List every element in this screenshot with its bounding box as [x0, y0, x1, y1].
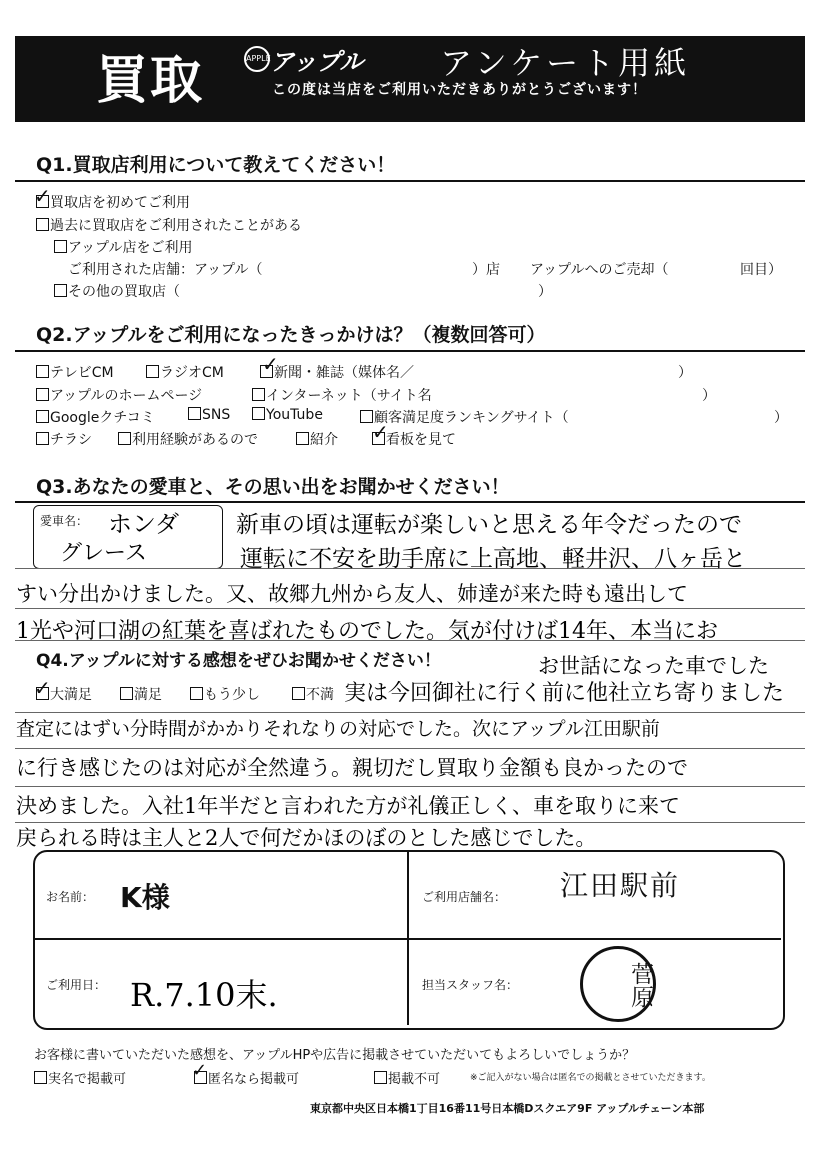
writing-rule	[15, 608, 805, 609]
q2-option-tv[interactable]	[36, 362, 114, 382]
q2-option-youtube[interactable]	[252, 407, 323, 423]
q2-option-radio[interactable]	[146, 362, 224, 382]
q2-option-tv-label: テレビCM	[50, 365, 114, 381]
q2-option-homepage[interactable]	[36, 385, 202, 405]
apple-logo-icon: APPLE	[244, 46, 270, 72]
date-label: ご利用日：	[46, 978, 107, 992]
checkbox[interactable]	[296, 432, 309, 445]
impression-line-5: 戻られる時は主人と2人で何だかほのぼのとした感じでした。	[16, 826, 597, 850]
checkbox[interactable]	[36, 388, 49, 401]
car-name-line2: グレース	[60, 541, 147, 566]
checkmark-icon: ✓	[192, 1060, 208, 1081]
q1-title: Q1.買取店利用について教えてください！	[36, 154, 396, 176]
q1-store-prefix: ご利用された店舗：アップル（	[68, 262, 263, 278]
staff-stamp	[580, 946, 656, 1022]
q2-option-sns-label: SNS	[202, 407, 231, 423]
checkmark-icon: ✓	[372, 420, 389, 444]
impression-line-4: 決めました。入社1年半だと言われた方が礼儀正しく、車を取りに来て	[16, 794, 680, 818]
memory-line-1: 新車の頃は運転が楽しいと思える年令だったので	[236, 512, 742, 538]
q2-option-sign-label: 看板を見て	[386, 432, 456, 448]
impression-line-1: 実は今回御社に行く前に他社立ち寄りました	[344, 681, 785, 706]
q2-option-ranking-close: ）	[774, 410, 788, 426]
checkmark-icon: ✓	[34, 676, 51, 700]
checkbox[interactable]	[252, 407, 265, 420]
memory-line-2: 運転に不安を助手席に上高地、軽井沢、八ヶ岳と	[240, 546, 746, 572]
checkbox[interactable]	[36, 218, 49, 231]
q2-option-homepage-label: アップルのホームページ	[50, 388, 203, 404]
q2-option-flyer-label: チラシ	[50, 432, 92, 448]
memory-line-4: 1光や河口湖の紅葉を喜ばれたものでした。気が付けば14年、本当にお	[16, 619, 718, 644]
store-name-label: ご利用店舗名：	[422, 890, 507, 904]
q4-title: Q4.アップルに対する感想をぜひお聞かせください！	[36, 651, 441, 671]
checkbox[interactable]	[34, 1071, 47, 1084]
writing-rule	[15, 748, 805, 749]
q1-option-used-before-label: 過去に買取店をご利用されたことがある	[50, 218, 302, 234]
q2-option-internet[interactable]	[252, 385, 432, 405]
q2-option-internet-label: インターネット（サイト名	[266, 388, 432, 404]
writing-rule	[15, 786, 805, 787]
staff-label: 担当スタッフ名：	[422, 978, 519, 992]
checkbox[interactable]	[120, 687, 133, 700]
staff-stamp-text: 菅原	[627, 962, 653, 1008]
checkbox[interactable]	[36, 365, 49, 378]
q3-title: Q3.あなたの愛車と、その思い出をお聞かせください！	[36, 476, 510, 498]
q1-sold-prefix: アップルへのご売却（	[530, 262, 669, 278]
publish-option-none-label: 掲載不可	[388, 1072, 441, 1087]
name-label: お名前：	[46, 890, 95, 904]
q4-option-unsatisfied[interactable]	[292, 684, 334, 704]
q1-option-other[interactable]	[54, 281, 180, 301]
publish-option-real-name[interactable]	[34, 1068, 126, 1087]
checkbox[interactable]	[190, 687, 203, 700]
impression-line-3: に行き感じたのは対応が全然違う。親切だし買取り金額も良かったので	[16, 756, 688, 780]
q4-option-more[interactable]	[190, 684, 260, 704]
checkbox[interactable]	[54, 240, 67, 253]
checkbox[interactable]	[36, 410, 49, 423]
publish-question: お客様に書いていただいた感想を、アップルHPや広告に掲載させていただいてもよろしいでしょうか？	[34, 1048, 636, 1063]
car-name-label: 愛車名：	[40, 514, 89, 528]
publish-option-none[interactable]	[374, 1068, 440, 1087]
q2-option-experience-label: 利用経験があるので	[132, 432, 258, 448]
q2-option-youtube-label: YouTube	[266, 407, 323, 423]
publish-option-real-name-label: 実名で掲載可	[48, 1072, 127, 1087]
q1-option-first-time[interactable]	[36, 192, 190, 212]
q2-option-referral-label: 紹介	[310, 432, 338, 448]
q1-option-apple-store-label: アップル店をご利用	[68, 240, 193, 256]
q1-sold-suffix: 回目）	[740, 262, 782, 278]
q2-option-news-label: 新聞・雑誌（媒体名／	[274, 365, 414, 381]
header-logo-text: アップル	[270, 48, 364, 76]
name-value: K様	[120, 881, 170, 914]
q2-option-referral[interactable]	[296, 429, 338, 449]
q2-option-ranking[interactable]	[360, 407, 569, 427]
checkbox[interactable]	[146, 365, 159, 378]
q1-option-apple-store[interactable]	[54, 237, 192, 257]
q2-option-experience[interactable]	[118, 429, 258, 449]
date-value: R.7.10末.	[130, 976, 278, 1014]
store-name-value: 江田駅前	[560, 869, 681, 902]
q2-option-internet-close: ）	[702, 388, 716, 404]
writing-rule	[15, 712, 805, 713]
memory-line-3: すい分出かけました。又、故郷九州から友人、姉達が来た時も遠出して	[16, 582, 688, 606]
checkmark-icon: ✓	[262, 352, 279, 376]
checkbox[interactable]	[252, 388, 265, 401]
q2-option-news-close: ）	[678, 365, 692, 381]
impression-line-2: 査定にはずい分時間がかかりそれなりの対応でした。次にアップル江田駅前	[16, 718, 660, 740]
checkbox[interactable]	[292, 687, 305, 700]
q1-option-first-time-label: 買取店を初めてご利用	[50, 195, 190, 211]
q2-option-flyer[interactable]	[36, 429, 92, 449]
q4-option-unsatisfied-label: 不満	[306, 687, 334, 703]
checkbox[interactable]	[118, 432, 131, 445]
q1-option-other-label: その他の買取店（	[68, 284, 180, 300]
header-title: アンケート用紙	[440, 44, 691, 82]
checkmark-icon: ✓	[34, 184, 51, 208]
checkbox[interactable]	[374, 1071, 387, 1084]
q1-store-suffix: ）店	[472, 262, 500, 278]
q2-option-news[interactable]	[260, 362, 414, 382]
q2-divider	[15, 350, 805, 352]
q1-option-other-close: ）	[538, 284, 552, 300]
header-main-title: 買取	[96, 51, 205, 111]
q3-divider	[15, 501, 805, 503]
checkbox[interactable]	[54, 284, 67, 297]
publish-note: ※ご記入がない場合は匿名での掲載とさせていただきます。	[470, 1073, 711, 1083]
q1-option-used-before[interactable]	[36, 215, 302, 235]
checkbox[interactable]	[188, 407, 201, 420]
info-horizontal-divider	[35, 938, 781, 940]
q2-option-sns[interactable]	[188, 407, 230, 423]
q2-option-google[interactable]	[36, 407, 155, 427]
q1-divider	[15, 180, 805, 182]
q2-option-ranking-label: 顧客満足度ランキングサイト（	[374, 410, 569, 426]
q2-option-radio-label: ラジオCM	[160, 365, 224, 381]
q2-option-google-label: Googleクチコミ	[50, 410, 155, 426]
company-address: 東京都中央区日本橋1丁目16番11号日本橋Dスクエア9F アップルチェーン本部	[310, 1102, 705, 1115]
q2-title: Q2.アップルをご利用になったきっかけは？（複数回答可）	[36, 324, 546, 346]
q4-option-satisfied-label: 満足	[134, 687, 162, 703]
header-subtitle: この度は当店をご利用いただきありがとうございます！	[272, 82, 647, 98]
car-name-line1: ホンダ	[108, 510, 180, 538]
checkbox[interactable]	[36, 432, 49, 445]
memory-line-5: お世話になった車でした	[538, 654, 769, 678]
publish-option-anonymous-label: 匿名なら掲載可	[208, 1072, 300, 1087]
q4-option-more-label: もう少し	[204, 687, 260, 703]
q4-option-very-satisfied-label: 大満足	[50, 687, 92, 703]
publish-option-anonymous[interactable]	[194, 1068, 299, 1087]
q4-option-satisfied[interactable]	[120, 684, 162, 704]
